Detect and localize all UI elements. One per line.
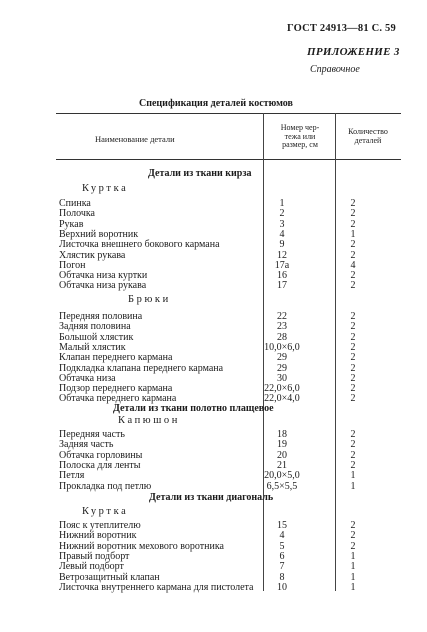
- detail-quantity: 2: [350, 362, 356, 374]
- drawing-number: 10,0×6,0: [264, 341, 300, 353]
- reference-label: Справочное: [310, 64, 360, 75]
- table-row: [59, 573, 399, 583]
- detail-name: Ветрозащитный клапан: [59, 571, 160, 583]
- section-title-plashch: Детали из ткани полотно плащевое: [113, 403, 274, 414]
- detail-name: Подкладка клапана переднего кармана: [59, 362, 224, 374]
- drawing-number: 30: [277, 372, 287, 384]
- drawing-number: 21: [277, 459, 287, 471]
- detail-name: Обтачка переднего кармана: [59, 393, 177, 405]
- drawing-number: 7: [279, 561, 285, 573]
- table-row: [59, 562, 399, 572]
- detail-name: Клапан переднего кармана: [59, 352, 173, 364]
- detail-quantity: 1: [350, 470, 356, 482]
- detail-quantity: 2: [350, 321, 356, 333]
- detail-name: Обтачка горловины: [59, 449, 143, 461]
- drawing-number: 20,0×5,0: [264, 470, 300, 482]
- detail-quantity: 2: [350, 429, 356, 440]
- table-row: [59, 440, 399, 450]
- detail-name: Верхний воротник: [59, 228, 139, 240]
- detail-quantity: 2: [350, 530, 356, 542]
- detail-name: Задняя половина: [59, 321, 131, 333]
- drawing-number: 17а: [274, 259, 290, 271]
- table-row: [59, 482, 399, 492]
- appendix-label: ПРИЛОЖЕНИЕ 3: [307, 46, 400, 58]
- detail-quantity: 2: [350, 280, 356, 292]
- section-title-diagonal: Детали из ткани диагональ: [149, 492, 274, 503]
- table-row: [59, 281, 399, 291]
- drawing-number: 4: [279, 228, 285, 240]
- table-row: [59, 531, 399, 541]
- section-title-kirza: Детали из ткани кирза: [148, 168, 252, 179]
- detail-name: Левый подборт: [59, 561, 124, 573]
- column-header-name: Наименование детали: [95, 134, 175, 144]
- table-row: [59, 364, 399, 374]
- table-row: [59, 209, 399, 219]
- detail-quantity: 2: [350, 249, 356, 261]
- detail-name: Нижний воротник мехового воротника: [59, 540, 224, 552]
- detail-quantity: 2: [350, 311, 356, 322]
- drawing-number: 20: [277, 449, 287, 461]
- drawing-number: 1: [279, 198, 285, 209]
- group-title-kapyushon: Капюшон: [118, 415, 181, 426]
- detail-quantity: 1: [350, 561, 356, 573]
- detail-quantity: 2: [350, 331, 356, 343]
- detail-quantity: 2: [350, 383, 356, 395]
- detail-name: Обтачка низа куртки: [59, 270, 148, 282]
- drawing-number: 18: [277, 429, 287, 440]
- detail-name: Малый хлястик: [59, 341, 126, 353]
- detail-name: Полочка: [59, 208, 95, 220]
- detail-name: Обтачка низа: [59, 372, 116, 384]
- detail-quantity: 2: [350, 540, 356, 552]
- table-row: [59, 322, 399, 332]
- detail-quantity: 2: [350, 239, 356, 251]
- detail-name: Полоска для ленты: [59, 459, 141, 471]
- detail-quantity: 1: [350, 228, 356, 240]
- detail-quantity: 2: [350, 270, 356, 282]
- detail-quantity: 4: [350, 259, 356, 271]
- table-row: [59, 583, 399, 593]
- drawing-number: 4: [279, 530, 285, 542]
- table-row: [59, 251, 399, 261]
- table-row: [59, 471, 399, 481]
- table-header-rule: [56, 159, 401, 160]
- page-header: ГОСТ 24913—81 С. 59: [287, 23, 396, 34]
- drawing-number: 8: [279, 571, 285, 583]
- drawing-number: 22,0×6,0: [264, 383, 300, 395]
- detail-name: Листочка внутреннего кармана для пистолета: [59, 581, 254, 593]
- detail-quantity: 2: [350, 198, 356, 209]
- detail-name: Хлястик рукава: [59, 249, 126, 261]
- table-row: [59, 353, 399, 363]
- detail-name: Листочка внешнего бокового кармана: [59, 239, 220, 251]
- group-title-kurtka-2: Куртка: [82, 506, 129, 517]
- detail-name: Большой хлястик: [59, 331, 134, 343]
- detail-quantity: 1: [350, 550, 356, 562]
- detail-quantity: 2: [350, 520, 356, 531]
- drawing-number: 19: [277, 439, 287, 451]
- detail-name: Пояс к утеплителю: [59, 520, 141, 531]
- table-row: [59, 240, 399, 250]
- drawing-number: 5: [279, 540, 285, 552]
- drawing-number: 22: [277, 311, 287, 322]
- drawing-number: 22,0×4,0: [264, 393, 300, 405]
- group-title-kurtka: Куртка: [82, 183, 129, 194]
- detail-quantity: 2: [350, 372, 356, 384]
- detail-name: Прокладка под петлю: [59, 480, 152, 492]
- drawing-number: 28: [277, 331, 287, 343]
- drawing-number: 3: [279, 218, 285, 230]
- drawing-number: 6: [279, 550, 285, 562]
- drawing-number: 17: [277, 280, 287, 292]
- drawing-number: 2: [279, 208, 285, 220]
- detail-quantity: 2: [350, 459, 356, 471]
- detail-name: Правый подборт: [59, 550, 130, 562]
- drawing-number: 9: [279, 239, 285, 251]
- table-row: [59, 461, 399, 471]
- detail-quantity: 2: [350, 449, 356, 461]
- drawing-number: 15: [277, 520, 287, 531]
- detail-quantity: 2: [350, 439, 356, 451]
- table-title: Спецификация деталей костюмов: [139, 98, 293, 109]
- detail-quantity: 2: [350, 393, 356, 405]
- detail-quantity: 2: [350, 218, 356, 230]
- detail-quantity: 1: [350, 581, 356, 593]
- detail-name: Спинка: [59, 198, 91, 209]
- drawing-number: 12: [277, 249, 287, 261]
- detail-name: Задняя часть: [59, 439, 114, 451]
- detail-name: Передняя половина: [59, 311, 143, 322]
- drawing-number: 23: [277, 321, 287, 333]
- group-title-bryuki: Брюки: [128, 294, 171, 305]
- detail-name: Рукав: [59, 218, 84, 230]
- detail-quantity: 2: [350, 208, 356, 220]
- detail-name: Обтачка низа рукава: [59, 280, 147, 292]
- detail-name: Погон: [59, 259, 86, 271]
- detail-name: Подзор переднего кармана: [59, 383, 173, 395]
- drawing-number: 29: [277, 362, 287, 374]
- column-header-qty: Количество деталей: [348, 127, 388, 145]
- drawing-number: 6,5×5,5: [266, 480, 298, 492]
- detail-quantity: 1: [350, 571, 356, 583]
- table-top-rule: [56, 113, 401, 114]
- detail-name: Петля: [59, 470, 85, 482]
- drawing-number: 16: [277, 270, 287, 282]
- detail-name: Нижний воротник: [59, 530, 137, 542]
- drawing-number: 10: [277, 581, 287, 593]
- detail-quantity: 2: [350, 341, 356, 353]
- table-row: [59, 199, 399, 209]
- detail-name: Передняя часть: [59, 429, 125, 440]
- detail-quantity: 2: [350, 352, 356, 364]
- drawing-number: 29: [277, 352, 287, 364]
- column-header-number: Номер чер- тежа или размер, см: [280, 123, 320, 149]
- detail-quantity: 1: [350, 480, 356, 492]
